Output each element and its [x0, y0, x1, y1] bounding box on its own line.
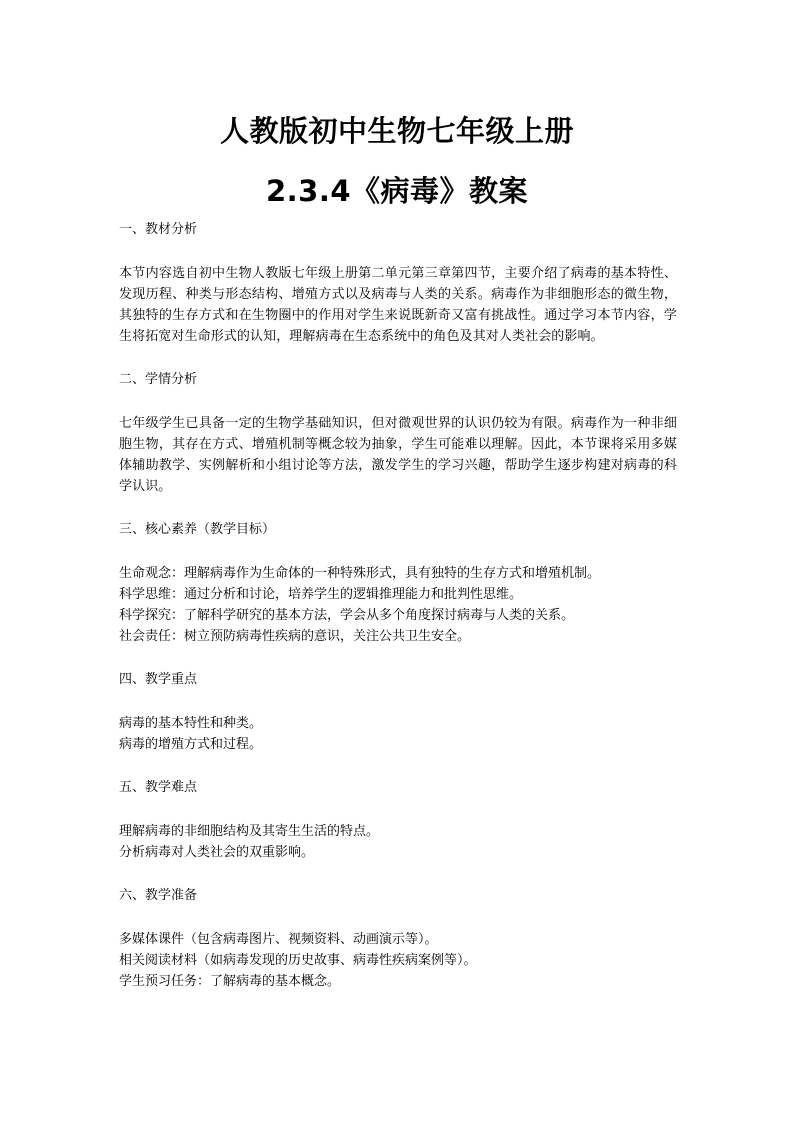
section-heading: 五、教学难点 [119, 780, 198, 795]
list-item: 理解病毒的非细胞结构及其寄生生活的特点。 [119, 824, 380, 839]
list-item: 病毒的增殖方式和过程。 [119, 737, 263, 752]
list-item: 分析病毒对人类社会的双重影响。 [119, 845, 315, 860]
section-student-analysis [119, 369, 677, 497]
list-item: 病毒的基本特性和种类。 [119, 716, 263, 731]
section-core-literacy [119, 519, 677, 647]
section-teaching-preparation [119, 885, 677, 992]
section-teaching-difficulty [119, 777, 677, 863]
section-heading: 三、核心素养（教学目标） [119, 522, 276, 537]
list-item: 科学思维：通过分析和讨论，培养学生的逻辑推理能力和批判性思维。 [119, 587, 523, 602]
section-heading: 二、学情分析 [119, 372, 198, 387]
section-heading: 一、教材分析 [119, 222, 198, 237]
document-title: 人教版初中生物七年级上册 [219, 114, 574, 148]
section-teaching-focus [119, 669, 677, 755]
list-item: 生命观念：理解病毒作为生命体的一种特殊形式，具有独特的生存方式和增殖机制。 [119, 566, 601, 581]
document-subtitle: 2.3.4《病毒》教案 [265, 174, 529, 208]
section-paragraph: 七年级学生已具备一定的生物学基础知识，但对微观世界的认识仍较为有限。病毒作为一种非细胞生物，其存在方式、增殖机制等概念较为抽象，学生可能难以理解。因此，本节课将采用多媒体辅助教学、实例解析和小组讨论等方法，激发学生的学习兴趣，帮助学生逐步构建对病毒的科学认识。 [119, 416, 677, 494]
list-item: 多媒体课件（包含病毒图片、视频资料、动画演示等）。 [119, 932, 438, 947]
list-item: 学生预习任务：了解病毒的基本概念。 [119, 974, 341, 989]
section-teaching-material-analysis [119, 219, 677, 347]
document-body [119, 219, 677, 992]
list-item: 科学探究：了解科学研究的基本方法，学会从多个角度探讨病毒与人类的关系。 [119, 608, 575, 623]
section-heading: 六、教学准备 [119, 888, 198, 903]
section-paragraph: 本节内容选自初中生物人教版七年级上册第二单元第三章第四节，主要介绍了病毒的基本特性、发现历程、种类与形态结构、增殖方式以及病毒与人类的关系。病毒作为非细胞形态的微生物，其独特的生存方式和在生物圈中的作用对学生来说既新奇又富有挑战性。通过学习本节内容，学生将拓宽对生命形式的认知，理解病毒在生态系统中的角色及其对人类社会的影响。 [119, 266, 677, 344]
list-item: 相关阅读材料（如病毒发现的历史故事、病毒性疾病案例等）。 [119, 953, 477, 968]
list-item: 社会责任：树立预防病毒性疾病的意识，关注公共卫生安全。 [119, 629, 471, 644]
section-heading: 四、教学重点 [119, 672, 198, 687]
